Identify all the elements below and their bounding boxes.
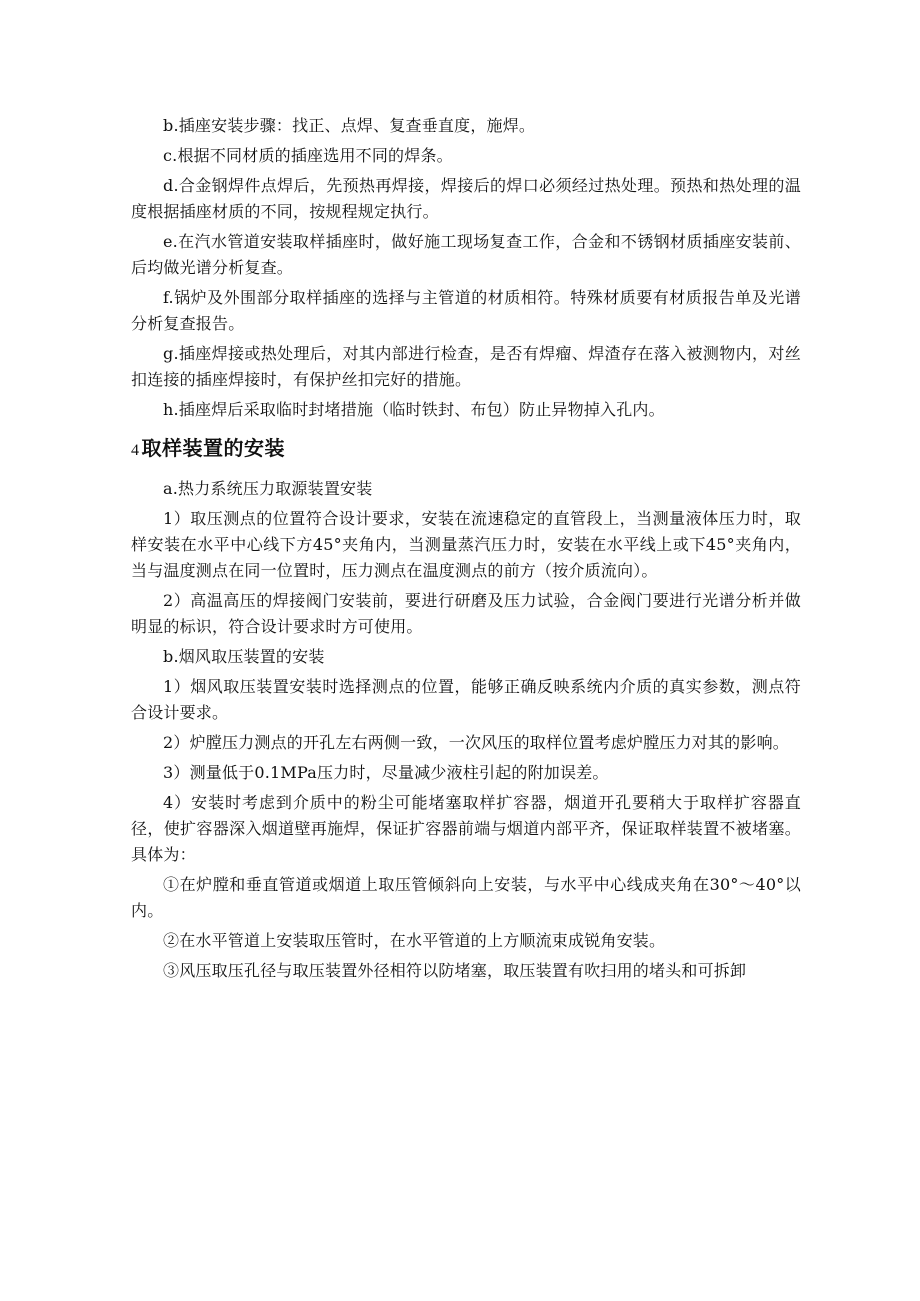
paragraph-c: c.根据不同材质的插座选用不同的焊条。 (163, 146, 453, 165)
section-heading (131, 433, 801, 466)
paragraph-b: b.插座安装步骤：找正、点焊、复查垂直度，施焊。 (163, 116, 536, 135)
paragraph-b-3: 3）测量低于0.1MPa压力时，尽量减少液柱引起的附加误差。 (163, 763, 609, 782)
document-body (131, 113, 801, 988)
list-item-2: ②在水平管道上安装取压管时，在水平管道的上方顺流束成锐角安装。 (163, 931, 666, 950)
paragraph-e: e.在汽水管道安装取样插座时，做好施工现场复查工作，合金和不锈钢材质插座安装前、后均做光谱分析复查。 (131, 232, 801, 277)
paragraph-f: f.锅炉及外围部分取样插座的选择与主管道的材质相符。特殊材质要有材质报告单及光谱分析复查报告。 (131, 288, 801, 333)
list-item-1: ①在炉膛和垂直管道或烟道上取压管倾斜向上安装，与水平中心线成夹角在30°～40°以内。 (131, 875, 801, 920)
paragraph-d: d.合金钢焊件点焊后，先预热再焊接，焊接后的焊口必须经过热处理。预热和热处理的温度根据插座材质的不同，按规程规定执行。 (131, 176, 801, 221)
paragraph-a-2: 2）高温高压的焊接阀门安装前，要进行研磨及压力试验，合金阀门要进行光谱分析并做明显的标识，符合设计要求时方可使用。 (131, 591, 801, 636)
section-title: 取样装置的安装 (141, 436, 285, 460)
paragraph-b-2: 2）炉膛压力测点的开孔左右两侧一致，一次风压的取样位置考虑炉膛压力对其的影响。 (163, 733, 789, 752)
paragraph-g: g.插座焊接或热处理后，对其内部进行检查，是否有焊瘤、焊渣存在落入被测物内，对丝扣连接的插座焊接时，有保护丝扣完好的措施。 (131, 344, 801, 389)
paragraph-b-1: 1）烟风取压装置安装时选择测点的位置，能够正确反映系统内介质的真实参数，测点符合设计要求。 (131, 677, 801, 722)
subsection-a-title: a.热力系统压力取源装置安装 (163, 479, 373, 498)
paragraph-h: h.插座焊后采取临时封堵措施（临时铁封、布包）防止异物掉入孔内。 (163, 400, 665, 419)
paragraph-b-4: 4）安装时考虑到介质中的粉尘可能堵塞取样扩容器，烟道开孔要稍大于取样扩容器直径，使扩容器深入烟道壁再施焊，保证扩容器前端与烟道内部平齐，保证取样装置不被堵塞。具体为： (131, 793, 801, 864)
paragraph-a-1: 1）取压测点的位置符合设计要求，安装在流速稳定的直管段上，当测量液体压力时，取样安装在水平中心线下方45°夹角内，当测量蒸汽压力时，安装在水平线上或下45°夹角内，当与温度测点在同一位置时，压力测点在温度测点的前方（按介质流向）。 (131, 509, 801, 580)
section-number: 4 (131, 442, 140, 459)
subsection-b-title: b.烟风取压装置的安装 (163, 647, 325, 666)
list-item-3: ③风压取压孔径与取压装置外径相符以防堵塞，取压装置有吹扫用的堵头和可拆卸 (163, 961, 747, 980)
